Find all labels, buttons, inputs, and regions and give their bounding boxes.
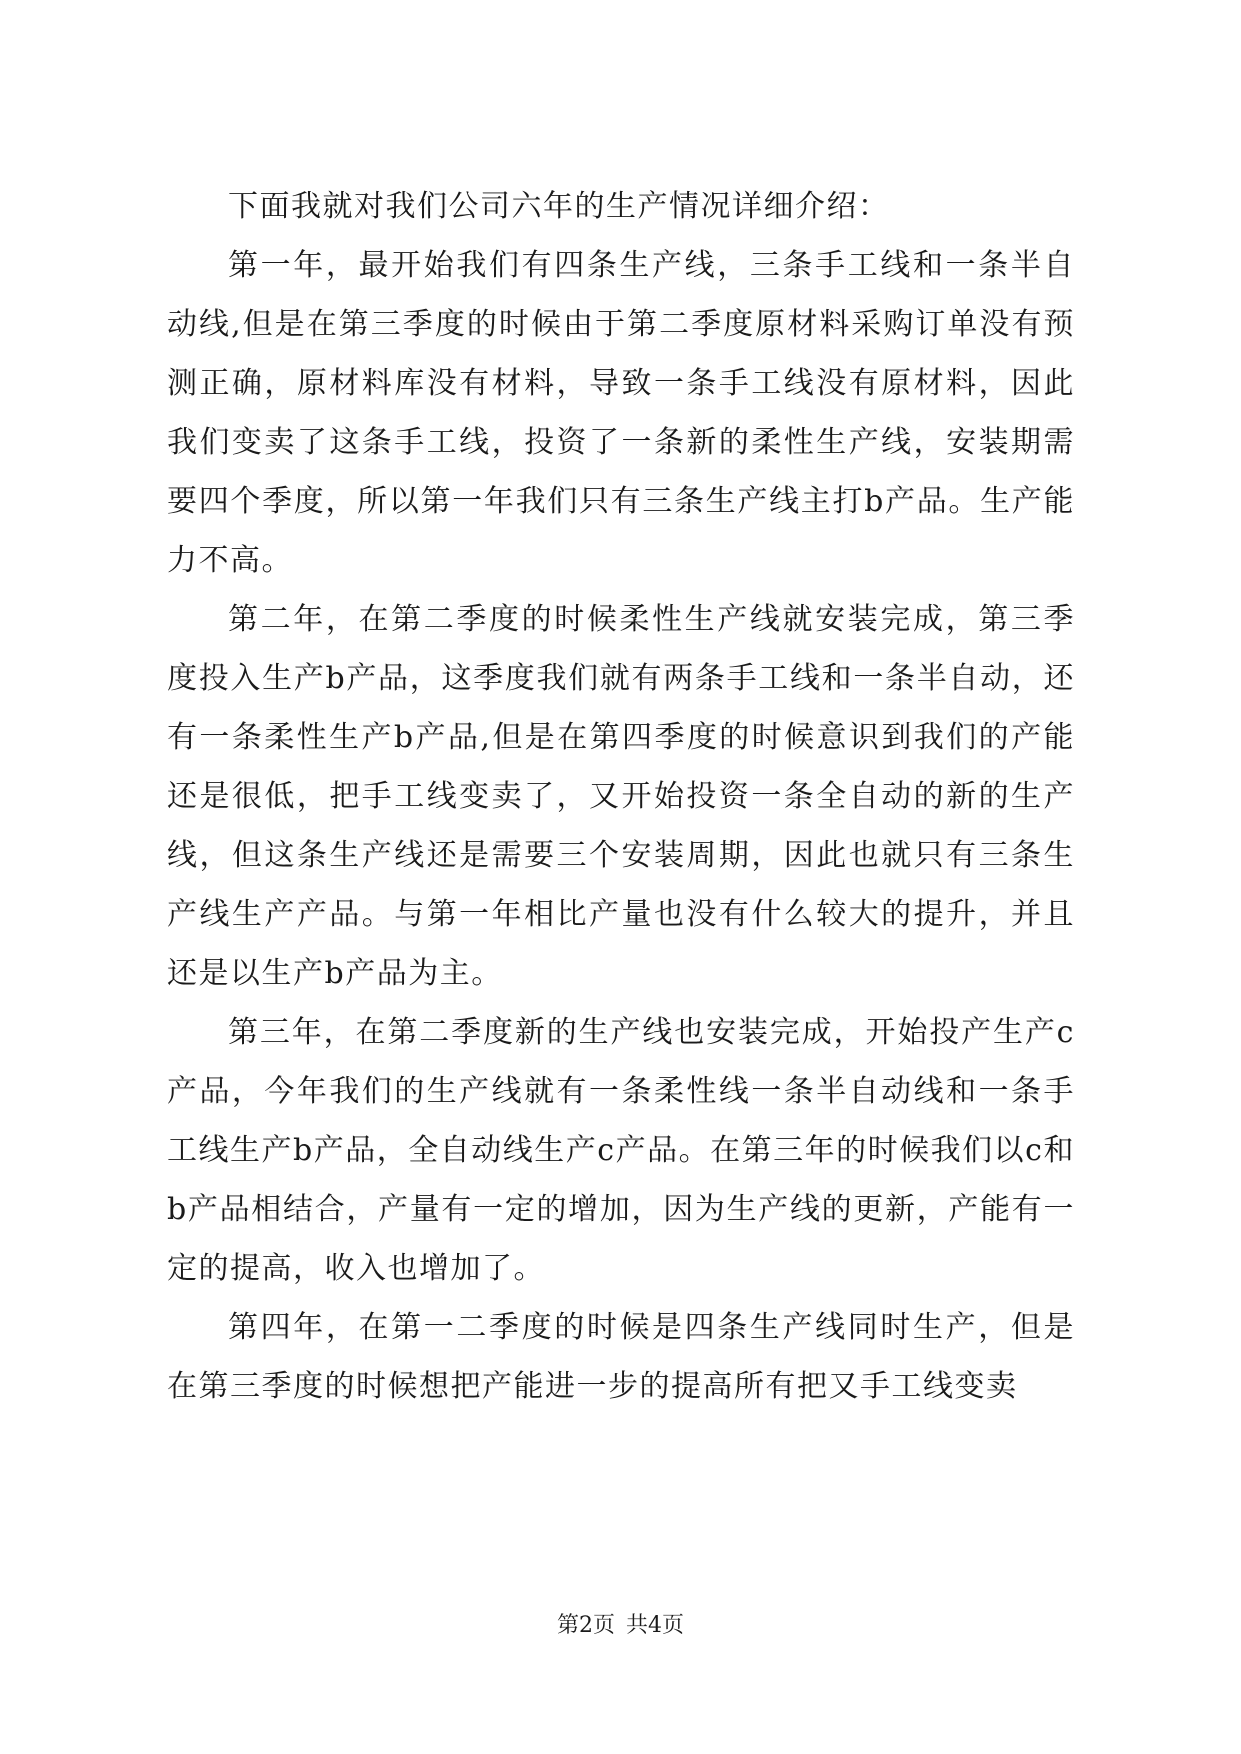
paragraph-year-one: 第一年，最开始我们有四条生产线，三条手工线和一条半自动线,但是在第三季度的时候由于第二季度原材料采购订单没有预测正确，原材料库没有材料，导致一条手工线没有原材料，因此我们变卖了这条手工线，投资了一条新的柔性生产线，安装期需要四个季度，所以第一年我们只有三条生产线主打b产品。生产能力不高。 xyxy=(167,248,1075,578)
paragraph-year-four: 第四年，在第一二季度的时候是四条生产线同时生产，但是在第三季度的时候想把产能进一步的提高所有把又手工线变卖 xyxy=(167,1310,1075,1404)
page-number: 第2页 xyxy=(557,1613,615,1638)
paragraph-year-two: 第二年，在第二季度的时候柔性生产线就安装完成，第三季度投入生产b产品，这季度我们就有两条手工线和一条半自动，还有一条柔性生产b产品,但是在第四季度的时候意识到我们的产能还是很低，把手工线变卖了，又开始投资一条全自动的新的生产线，但这条生产线还是需要三个安装周期，因此也就只有三条生产线生产产品。与第一年相比产量也没有什么较大的提升，并且还是以生产b产品为主。 xyxy=(167,602,1075,991)
document-body xyxy=(167,177,1075,1416)
paragraph-intro: 下面我就对我们公司六年的生产情况详细介绍： xyxy=(228,189,890,224)
paragraph-year-three: 第三年，在第二季度新的生产线也安装完成，开始投产生产c产品，今年我们的生产线就有一条柔性线一条半自动线和一条手工线生产b产品，全自动线生产c产品。在第三年的时候我们以c和b产品相结合，产量有一定的增加，因为生产线的更新，产能有一定的提高，收入也增加了。 xyxy=(167,1015,1075,1286)
page-footer xyxy=(0,1612,1241,1640)
page-total: 共4页 xyxy=(626,1613,684,1638)
